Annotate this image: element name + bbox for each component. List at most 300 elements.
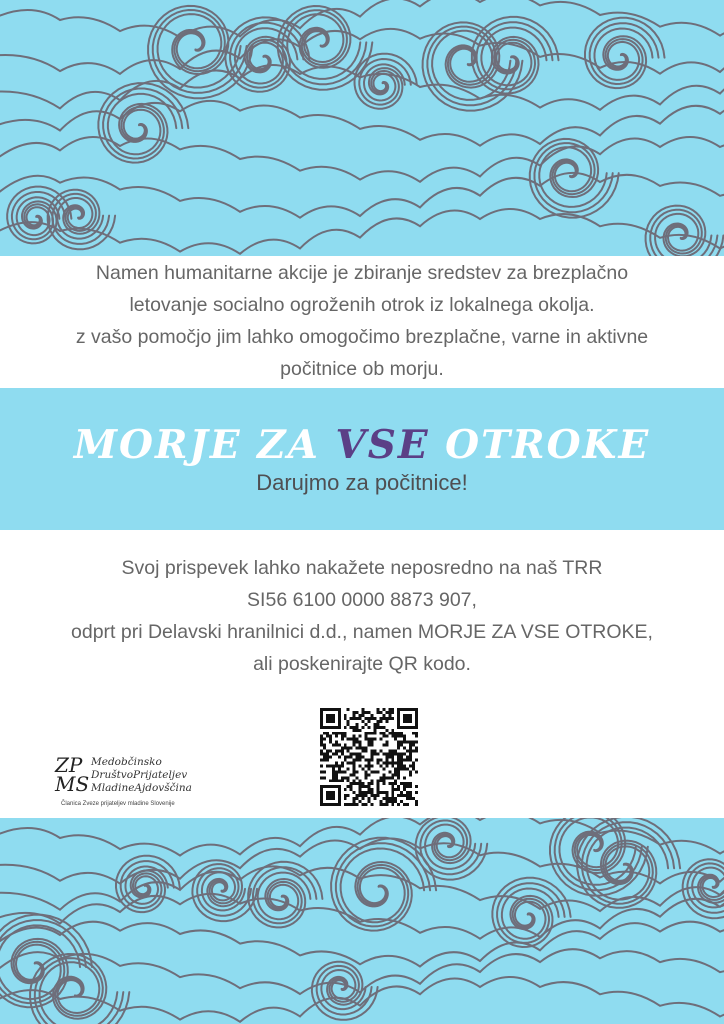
logo-name-line: MladineAjdovščina [91, 782, 192, 794]
qr-module [376, 753, 379, 756]
qr-module [362, 747, 365, 750]
qr-module [338, 756, 341, 759]
qr-module [323, 776, 326, 779]
qr-module [373, 753, 376, 756]
qr-module [415, 741, 418, 744]
qr-module [382, 732, 385, 735]
qr-module [403, 764, 406, 767]
qr-module [368, 717, 371, 720]
qr-module [391, 794, 394, 797]
qr-module [365, 794, 368, 797]
qr-module [368, 764, 371, 767]
qr-module [403, 747, 406, 750]
qr-module [338, 779, 341, 782]
qr-module [344, 756, 347, 759]
qr-module [332, 779, 335, 782]
qr-module [368, 767, 371, 770]
qr-module [397, 753, 400, 756]
qr-module [356, 756, 359, 759]
qr-module [391, 717, 394, 720]
qr-module [382, 708, 385, 711]
qr-module [406, 750, 409, 753]
qr-module [415, 758, 418, 761]
qr-module [385, 744, 388, 747]
qr-module [385, 800, 388, 803]
qr-module [362, 782, 365, 785]
qr-module [335, 761, 338, 764]
qr-module [359, 729, 362, 732]
qr-module [376, 785, 379, 788]
qr-module [368, 797, 371, 800]
qr-module [403, 803, 406, 806]
qr-module [344, 797, 347, 800]
qr-module [370, 750, 373, 753]
qr-module [376, 794, 379, 797]
qr-module [400, 732, 403, 735]
donation-info [0, 552, 724, 680]
qr-module [376, 720, 379, 723]
qr-module [341, 761, 344, 764]
qr-module [344, 794, 347, 797]
qr-module [362, 720, 365, 723]
qr-module [335, 764, 338, 767]
qr-module [394, 761, 397, 764]
qr-module [409, 782, 412, 785]
qr-module [353, 714, 356, 717]
qr-module [373, 723, 376, 726]
qr-module [394, 788, 397, 791]
qr-module [382, 776, 385, 779]
qr-module [344, 803, 347, 806]
qr-module [362, 708, 365, 711]
qr-module [350, 747, 353, 750]
qr-module [397, 776, 400, 779]
qr-module [338, 764, 341, 767]
qr-module [382, 717, 385, 720]
qr-module [323, 738, 326, 741]
qr-module [365, 773, 368, 776]
qr-module [403, 758, 406, 761]
qr-module [323, 747, 326, 750]
qr-module [409, 785, 412, 788]
qr-module [338, 750, 341, 753]
qr-module [397, 735, 400, 738]
qr-module [356, 776, 359, 779]
qr-module [356, 794, 359, 797]
intro-line: počitnice ob morju. [280, 358, 444, 380]
qr-module [382, 797, 385, 800]
qr-module [400, 800, 403, 803]
qr-module [403, 794, 406, 797]
qr-module [385, 803, 388, 806]
qr-module [353, 770, 356, 773]
donation-line: Svoj prispevek lahko nakažete neposredno na naš TRR [121, 557, 603, 579]
qr-module [326, 758, 329, 761]
qr-module [385, 797, 388, 800]
qr-module [385, 735, 388, 738]
qr-module [409, 791, 412, 794]
qr-module [373, 732, 376, 735]
top-wave-band [0, 0, 724, 256]
qr-module [347, 708, 350, 711]
title-highlight: VSE [335, 422, 430, 468]
qr-module [415, 735, 418, 738]
qr-module [368, 732, 371, 735]
qr-module [356, 770, 359, 773]
qr-module [385, 753, 388, 756]
qr-module [373, 797, 376, 800]
qr-module [356, 797, 359, 800]
qr-module [382, 735, 385, 738]
qr-module [356, 758, 359, 761]
qr-module [347, 776, 350, 779]
qr-module [388, 732, 391, 735]
qr-module [391, 708, 394, 711]
qr-module [397, 747, 400, 750]
qr-module [415, 791, 418, 794]
qr-module [347, 794, 350, 797]
qr-module [362, 803, 365, 806]
qr-module [388, 750, 391, 753]
qr-module [362, 797, 365, 800]
qr-module [335, 770, 338, 773]
qr-module [359, 785, 362, 788]
qr-module [394, 750, 397, 753]
qr-module [338, 744, 341, 747]
qr-module [323, 744, 326, 747]
qr-module [415, 750, 418, 753]
qr-module [329, 741, 332, 744]
qr-module [391, 761, 394, 764]
qr-module [376, 723, 379, 726]
qr-module [341, 776, 344, 779]
qr-module [341, 764, 344, 767]
qr-module [403, 776, 406, 779]
qr-module [359, 764, 362, 767]
qr-module [359, 782, 362, 785]
qr-module [344, 726, 347, 729]
qr-module [347, 779, 350, 782]
qr-module [373, 770, 376, 773]
qr-module [403, 767, 406, 770]
qr-module [370, 744, 373, 747]
qr-module [356, 741, 359, 744]
qr-module [409, 770, 412, 773]
qr-module [344, 776, 347, 779]
qr-module [409, 747, 412, 750]
qr-module [394, 767, 397, 770]
qr-module [400, 744, 403, 747]
qr-module [347, 761, 350, 764]
qr-module [350, 738, 353, 741]
qr-module [412, 750, 415, 753]
qr-module [350, 726, 353, 729]
qr-module [409, 764, 412, 767]
qr-module [323, 770, 326, 773]
qr-module [359, 714, 362, 717]
qr-module [370, 794, 373, 797]
qr-module [394, 735, 397, 738]
qr-module [320, 776, 323, 779]
qr-module [341, 747, 344, 750]
qr-module [397, 744, 400, 747]
qr-module [350, 803, 353, 806]
qr-module [376, 758, 379, 761]
qr-module [376, 711, 379, 714]
qr-module [379, 764, 382, 767]
qr-module [409, 794, 412, 797]
qr-module [350, 788, 353, 791]
qr-module [347, 720, 350, 723]
qr-module [370, 803, 373, 806]
qr-module [391, 735, 394, 738]
qr-module [341, 750, 344, 753]
donation-line: ali poskenirajte QR kodo. [253, 653, 471, 675]
qr-module [409, 773, 412, 776]
qr-module [391, 788, 394, 791]
qr-module [388, 753, 391, 756]
qr-module [394, 738, 397, 741]
qr-module [412, 764, 415, 767]
qr-module [368, 741, 371, 744]
qr-module [394, 732, 397, 735]
qr-module [403, 782, 406, 785]
qr-module [385, 741, 388, 744]
qr-module [323, 756, 326, 759]
qr-module [335, 776, 338, 779]
qr-module [394, 753, 397, 756]
qr-module [344, 770, 347, 773]
qr-module [370, 782, 373, 785]
wave-swirl [582, 822, 674, 904]
qr-module [362, 750, 365, 753]
qr-module [365, 717, 368, 720]
qr-module [332, 732, 335, 735]
qr-module [400, 764, 403, 767]
qr-module [412, 744, 415, 747]
qr-module [353, 800, 356, 803]
qr-module [329, 764, 332, 767]
qr-module [359, 794, 362, 797]
qr-module [365, 711, 368, 714]
qr-module [326, 735, 329, 738]
qr-module [400, 761, 403, 764]
donation-line: odprt pri Delavski hranilnici d.d., namen MORJE ZA VSE OTROKE, [71, 621, 653, 643]
qr-module [368, 761, 371, 764]
qr-module [365, 791, 368, 794]
qr-module [368, 800, 371, 803]
qr-module [350, 782, 353, 785]
qr-module [385, 756, 388, 759]
qr-module [344, 735, 347, 738]
qr-module [335, 750, 338, 753]
qr-module [382, 726, 385, 729]
qr-module [379, 726, 382, 729]
qr-module [350, 756, 353, 759]
qr-module [359, 717, 362, 720]
qr-module [385, 717, 388, 720]
qr-module [326, 732, 329, 735]
qr-module [359, 779, 362, 782]
qr-module [370, 717, 373, 720]
qr-module [385, 729, 388, 732]
qr-module [320, 758, 323, 761]
qr-module [368, 738, 371, 741]
qr-module [391, 711, 394, 714]
qr-module [397, 803, 400, 806]
qr-module [388, 761, 391, 764]
qr-module [344, 717, 347, 720]
qr-module [353, 791, 356, 794]
qr-module [394, 779, 397, 782]
qr-module [353, 803, 356, 806]
qr-module [370, 714, 373, 717]
qr-module [406, 767, 409, 770]
qr-module [362, 794, 365, 797]
qr-module [382, 782, 385, 785]
qr-module [353, 773, 356, 776]
qr-module [323, 732, 326, 735]
qr-module [397, 785, 400, 788]
qr-module [379, 791, 382, 794]
qr-module [326, 750, 329, 753]
qr-module [353, 726, 356, 729]
qr-module [397, 732, 400, 735]
qr-module [359, 753, 362, 756]
qr-module [376, 779, 379, 782]
qr-code[interactable] [320, 708, 418, 806]
qr-module [373, 750, 376, 753]
qr-module [353, 753, 356, 756]
qr-module [356, 726, 359, 729]
qr-module [359, 788, 362, 791]
qr-finder-inner [403, 714, 412, 723]
qr-module [344, 758, 347, 761]
qr-module [356, 803, 359, 806]
qr-module [379, 779, 382, 782]
qr-module [341, 779, 344, 782]
qr-module [356, 723, 359, 726]
logo-member-text: Članica Zveze prijateljev mladine Slovenije [61, 801, 175, 807]
qr-module [379, 803, 382, 806]
qr-module [409, 741, 412, 744]
qr-module [391, 785, 394, 788]
qr-module [409, 797, 412, 800]
qr-module [353, 744, 356, 747]
qr-module [320, 753, 323, 756]
qr-module [370, 788, 373, 791]
qr-module [362, 785, 365, 788]
qr-module [344, 714, 347, 717]
qr-module [335, 779, 338, 782]
qr-module [400, 756, 403, 759]
qr-module [359, 756, 362, 759]
qr-module [379, 720, 382, 723]
qr-module [409, 753, 412, 756]
qr-module [370, 753, 373, 756]
qr-module [409, 758, 412, 761]
qr-module [368, 788, 371, 791]
qr-module [376, 791, 379, 794]
qr-module [365, 776, 368, 779]
qr-module [391, 803, 394, 806]
qr-module [332, 770, 335, 773]
qr-module [403, 741, 406, 744]
qr-module [353, 738, 356, 741]
qr-module [379, 758, 382, 761]
qr-module [335, 773, 338, 776]
qr-module [388, 714, 391, 717]
qr-module [391, 791, 394, 794]
qr-module [403, 735, 406, 738]
qr-module [403, 738, 406, 741]
qr-module [412, 797, 415, 800]
qr-module [368, 785, 371, 788]
qr-module [409, 750, 412, 753]
qr-module [338, 732, 341, 735]
qr-module [335, 735, 338, 738]
qr-module [356, 747, 359, 750]
qr-module [368, 720, 371, 723]
qr-module [397, 741, 400, 744]
qr-module [353, 761, 356, 764]
qr-module [365, 770, 368, 773]
qr-module [406, 782, 409, 785]
qr-module [326, 764, 329, 767]
qr-module [382, 761, 385, 764]
qr-module [353, 767, 356, 770]
qr-module [338, 770, 341, 773]
qr-module [344, 732, 347, 735]
qr-module [344, 744, 347, 747]
qr-module [376, 770, 379, 773]
qr-module [391, 750, 394, 753]
qr-module [359, 791, 362, 794]
qr-module [332, 767, 335, 770]
qr-finder-inner [326, 714, 335, 723]
qr-module [365, 750, 368, 753]
qr-module [347, 723, 350, 726]
qr-module [365, 785, 368, 788]
decorative-waves-bottom [0, 818, 724, 1024]
qr-module [347, 767, 350, 770]
qr-module [415, 803, 418, 806]
qr-module [373, 717, 376, 720]
qr-module [356, 717, 359, 720]
qr-module [356, 738, 359, 741]
qr-module [391, 729, 394, 732]
qr-module [362, 767, 365, 770]
qr-module [335, 753, 338, 756]
qr-module [376, 788, 379, 791]
decorative-waves-top [0, 0, 724, 256]
qr-module [376, 708, 379, 711]
qr-module [379, 732, 382, 735]
qr-module [400, 753, 403, 756]
qr-module [338, 767, 341, 770]
qr-module [400, 767, 403, 770]
qr-module [382, 767, 385, 770]
qr-module [320, 735, 323, 738]
qr-module [368, 726, 371, 729]
qr-module [379, 800, 382, 803]
qr-module [356, 729, 359, 732]
qr-module [397, 758, 400, 761]
intro-line: z vašo pomočjo jim lahko omogočimo brezplačne, varne in aktivne [75, 326, 649, 348]
qr-module [368, 711, 371, 714]
qr-module [415, 800, 418, 803]
qr-module [391, 782, 394, 785]
